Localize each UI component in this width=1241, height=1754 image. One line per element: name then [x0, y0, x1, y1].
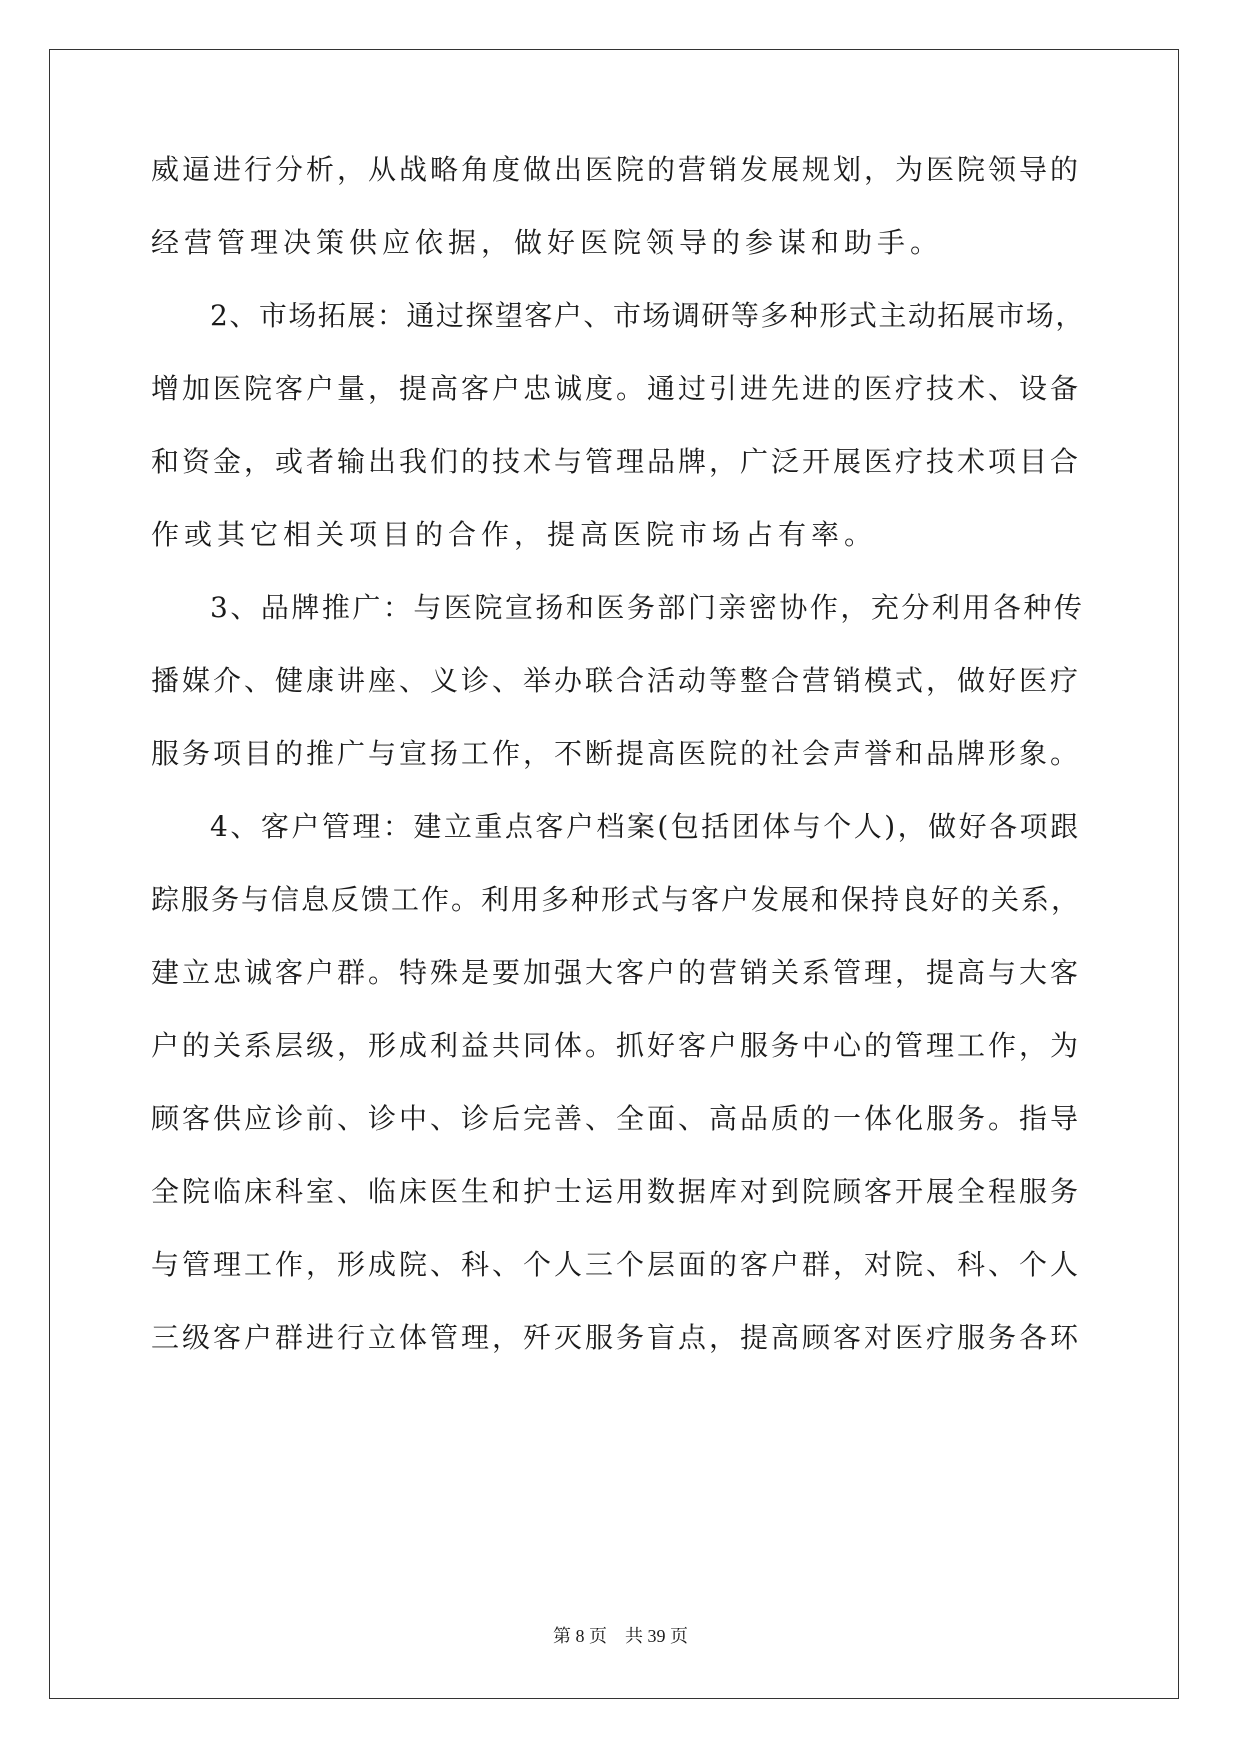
paragraph-heading-line: 4、客户管理：建立重点客户档案(包括团体与个人)，做好各项跟	[210, 810, 1081, 843]
paragraph-heading-line: 3、品牌推广：与医院宣扬和医务部门亲密协作，充分利用各种传	[210, 591, 1085, 624]
page-footer: 第 8 页 共 39 页	[553, 1626, 688, 1646]
text-line: 顾客供应诊前、诊中、诊后完善、全面、高品质的一体化服务。指导	[151, 1102, 1082, 1135]
text-line: 踪服务与信息反馈工作。利用多种形式与客户发展和保持良好的关系，	[151, 883, 1082, 916]
text-line: 增加医院客户量，提高客户忠诚度。通过引进先进的医疗技术、设备	[151, 372, 1082, 405]
paragraph-heading-line: 2、市场拓展：通过探望客户、市场调研等多种形式主动拓展市场，	[210, 299, 1085, 332]
text-line: 建立忠诚客户群。特殊是要加强大客户的营销关系管理，提高与大客	[151, 956, 1082, 989]
text-line: 作或其它相关项目的合作，提高医院市场占有率。	[151, 518, 878, 551]
text-line: 三级客户群进行立体管理，歼灭服务盲点，提高顾客对医疗服务各环	[151, 1321, 1082, 1354]
text-line: 与管理工作，形成院、科、个人三个层面的客户群，对院、科、个人	[151, 1248, 1082, 1281]
text-line: 服务项目的推广与宣扬工作，不断提高医院的社会声誉和品牌形象。	[151, 737, 1082, 770]
text-line: 经营管理决策供应依据，做好医院领导的参谋和助手。	[151, 226, 944, 259]
text-line: 播媒介、健康讲座、义诊、举办联合活动等整合营销模式，做好医疗	[151, 664, 1082, 697]
text-line: 户的关系层级，形成利益共同体。抓好客户服务中心的管理工作，为	[151, 1029, 1082, 1062]
text-line: 全院临床科室、临床医生和护士运用数据库对到院顾客开展全程服务	[151, 1175, 1082, 1208]
text-line: 威逼进行分析，从战略角度做出医院的营销发展规划，为医院领导的	[151, 153, 1082, 186]
text-line: 和资金，或者输出我们的技术与管理品牌，广泛开展医疗技术项目合	[151, 445, 1082, 478]
